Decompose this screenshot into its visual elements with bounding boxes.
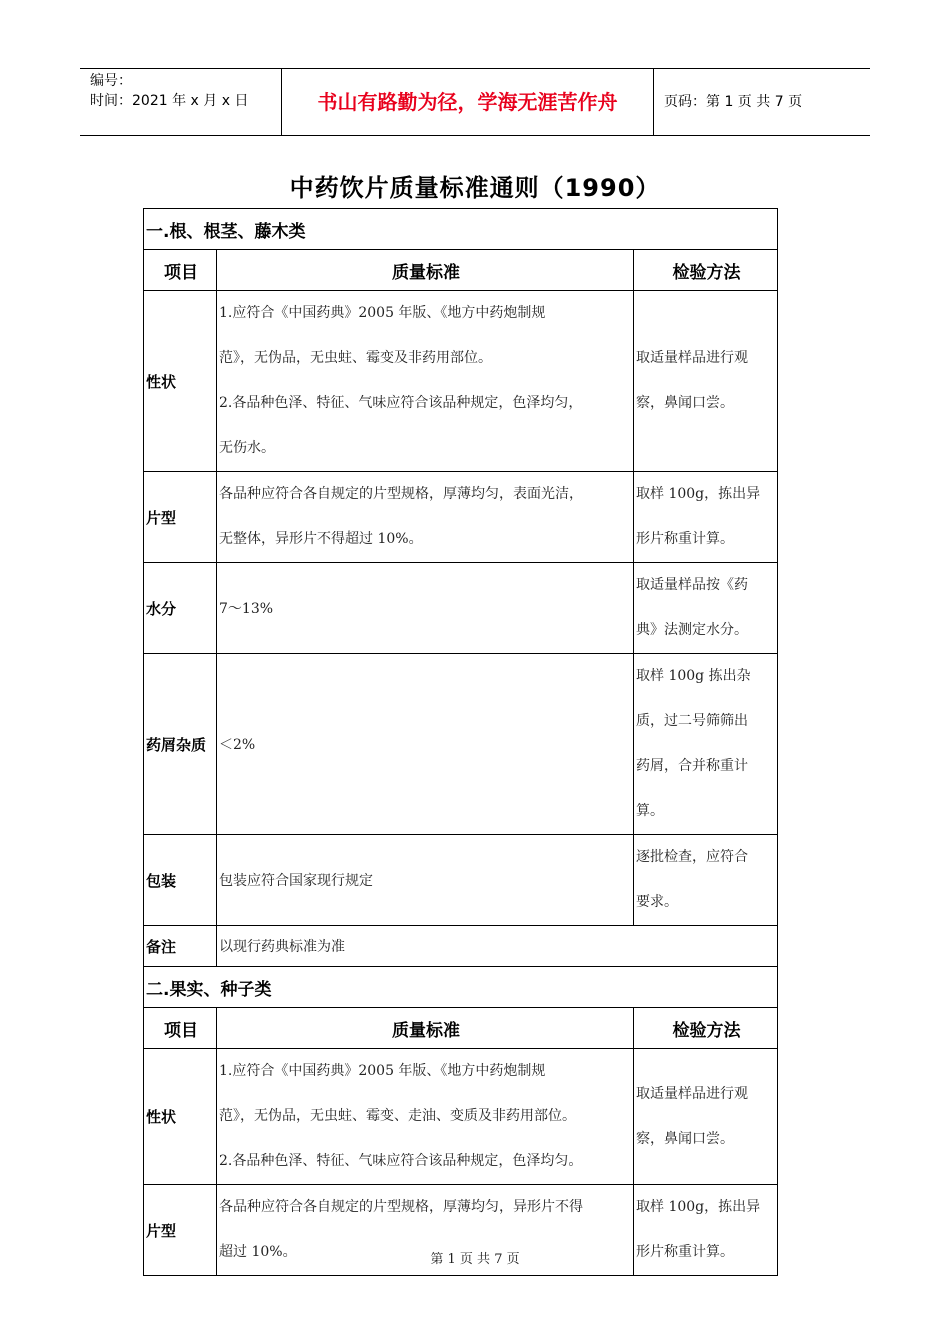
item-cell: 包装 (144, 835, 217, 926)
note-row (144, 926, 778, 967)
table-row (144, 291, 778, 472)
standard-cell (217, 472, 634, 563)
standard-cell (217, 1049, 634, 1185)
text-line: 2.各品种色泽、特征、气味应符合该品种规定，色泽均匀， (219, 395, 583, 411)
column-header-row (144, 1008, 778, 1049)
standard-cell (217, 291, 634, 472)
text-line: 范》，无伪品，无虫蛀、霉变及非药用部位。 (219, 350, 492, 366)
table-row (144, 563, 778, 654)
section-heading: 一.根、根茎、藤木类 (144, 209, 778, 250)
header-motto: 书山有路勤为径，学海无涯苦作舟 (282, 69, 654, 135)
column-header-row (144, 250, 778, 291)
text-line: 质，过二号筛筛出 (636, 713, 748, 729)
table-row (144, 654, 778, 835)
section-heading: 二.果实、种子类 (144, 967, 778, 1008)
text-line: 取样 100g，拣出异 (636, 486, 761, 502)
method-cell (634, 563, 778, 654)
text-line: 逐批检查，应符合 (636, 849, 748, 865)
method-cell (634, 654, 778, 835)
item-cell: 水分 (144, 563, 217, 654)
note-label: 备注 (144, 926, 217, 967)
time-label: 时间：2021 年 x 月 x 日 (90, 93, 249, 109)
column-header-standard: 质量标准 (217, 250, 634, 291)
header-page-info: 页码：第 1 页 共 7 页 (664, 94, 803, 110)
text-line: 取样 100g 拣出杂 (636, 668, 751, 684)
standard-cell: 包装应符合国家现行规定 (217, 835, 634, 926)
text-line: 各品种应符合各自规定的片型规格，厚薄均匀，表面光洁， (219, 486, 583, 502)
item-cell: 片型 (144, 472, 217, 563)
text-line: 范》，无伪品，无虫蛀、霉变、走油、变质及非药用部位。 (219, 1108, 576, 1124)
item-cell: 片型 (144, 1185, 217, 1276)
column-header-standard: 质量标准 (217, 1008, 634, 1049)
text-line: 1.应符合《中国药典》2005 年版、《地方中药炮制规 (219, 305, 546, 321)
method-cell (634, 472, 778, 563)
text-line: 取适量样品进行观 (636, 350, 748, 366)
standard-cell: ＜2% (217, 654, 634, 835)
document-header (80, 68, 870, 136)
text-line: 典》法测定水分。 (636, 622, 748, 638)
text-line: 察，鼻闻口尝。 (636, 395, 734, 411)
method-cell (634, 835, 778, 926)
column-header-item: 项目 (144, 250, 217, 291)
page-footer: 第 1 页 共 7 页 (430, 1252, 520, 1267)
method-cell (634, 1049, 778, 1185)
item-cell: 性状 (144, 1049, 217, 1185)
item-cell: 药屑杂质 (144, 654, 217, 835)
column-header-item: 项目 (144, 1008, 217, 1049)
table-row (144, 1049, 778, 1185)
text-line: 要求。 (636, 894, 678, 910)
note-text: 以现行药典标准为准 (217, 926, 778, 967)
number-label: 编号： (90, 73, 132, 89)
text-line: 药屑，合并称重计 (636, 758, 748, 774)
column-header-method: 检验方法 (634, 250, 778, 291)
document-title: 中药饮片质量标准通则（1990） (289, 174, 661, 202)
quality-standard-table (143, 208, 778, 1276)
text-line: 无整体，异形片不得超过 10%。 (219, 531, 423, 547)
header-meta (80, 69, 282, 135)
item-cell: 性状 (144, 291, 217, 472)
text-line: 2.各品种色泽、特征、气味应符合该品种规定，色泽均匀。 (219, 1153, 583, 1169)
text-line: 取样 100g，拣出异 (636, 1199, 761, 1215)
text-line: 取适量样品进行观 (636, 1085, 748, 1102)
text-line: 算。 (636, 803, 664, 819)
text-line: 超过 10%。 (219, 1244, 297, 1260)
text-line: 形片称重计算。 (636, 531, 734, 547)
column-header-method: 检验方法 (634, 1008, 778, 1049)
text-line: 无伤水。 (219, 440, 275, 456)
text-line: 各品种应符合各自规定的片型规格，厚薄均匀，异形片不得 (219, 1199, 583, 1215)
text-line: 取适量样品按《药 (636, 577, 748, 593)
standard-cell: 7～13% (217, 563, 634, 654)
method-cell (634, 291, 778, 472)
table-row (144, 472, 778, 563)
text-line: 察，鼻闻口尝。 (636, 1130, 734, 1147)
text-line: 1.应符合《中国药典》2005 年版、《地方中药炮制规 (219, 1063, 546, 1079)
text-line: 形片称重计算。 (636, 1244, 734, 1260)
table-row (144, 835, 778, 926)
